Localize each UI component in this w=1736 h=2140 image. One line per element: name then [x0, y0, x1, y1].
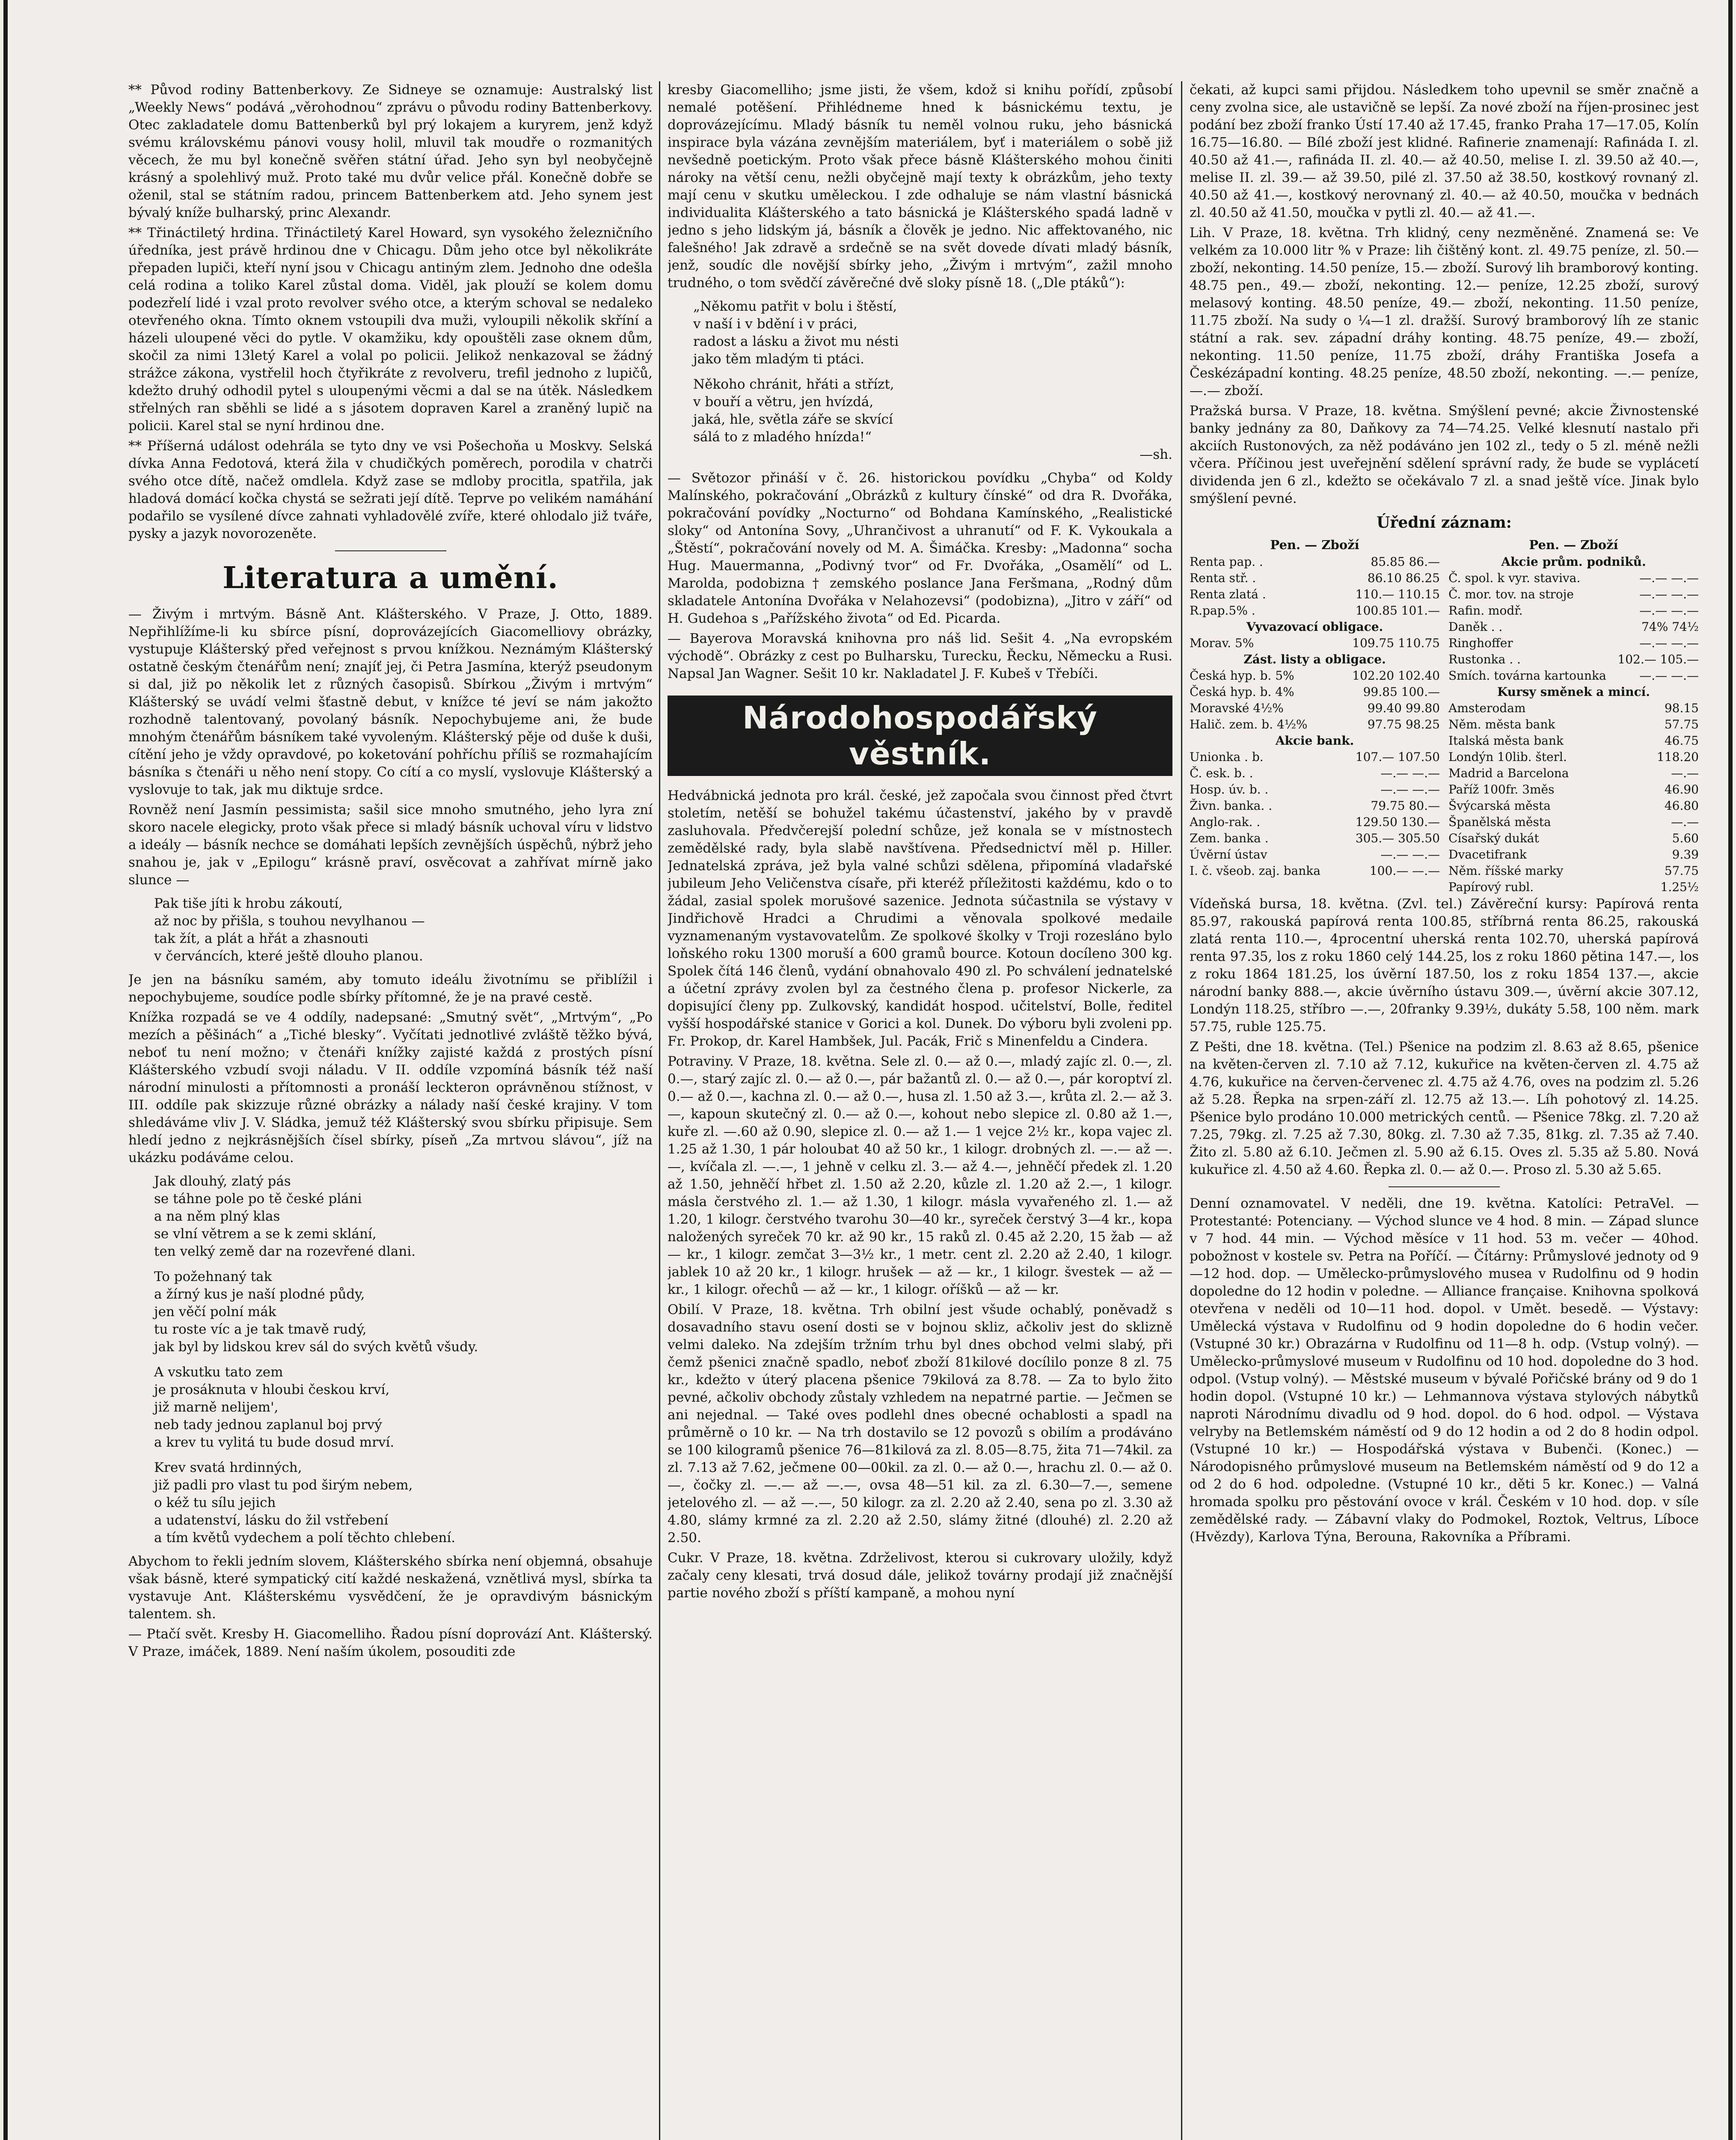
table-cell-value: 102.20 102.40	[1352, 669, 1440, 683]
poem-line: Jak dlouhý, zlatý pás	[154, 1174, 291, 1189]
table-cell-value: 100.— —.—	[1369, 864, 1440, 878]
poem-line: neb tady jednou zaplanul boj prvý	[154, 1417, 382, 1433]
table-cell-value: 118.20	[1657, 750, 1699, 764]
poem-line: jaká, hle, světla záře se skvící	[693, 412, 893, 427]
poem-excerpt	[154, 895, 653, 965]
table-row	[1190, 847, 1440, 863]
table-cell-value: 129.50 130.—	[1355, 815, 1440, 829]
table-cell-label: Císařský dukát	[1448, 831, 1539, 845]
table-row	[1190, 782, 1440, 798]
table-cell-value: —.— —.—	[1639, 587, 1699, 601]
table-cell-label: Rustonka . .	[1448, 652, 1521, 666]
table-cell-value: 86.10 86.25	[1367, 571, 1440, 585]
table-header: Pen. — Zboží	[1529, 538, 1618, 552]
table-cell-value: 46.75	[1664, 734, 1699, 748]
table-row	[1448, 879, 1699, 895]
table-row	[1190, 684, 1440, 700]
poem-line: až noc by přišla, s touhou nevylhanou —	[154, 913, 425, 929]
divider	[335, 550, 446, 551]
table-cell-label: Něm. města bank	[1448, 717, 1555, 731]
market-report: čekati, až kupci sami přijdou. Následkem toho upevnil se směr značně a ceny zvolna sice, ale ustavičně se lepší. Za nové zboží na říjen-prosinec jest podání bez zboží franko Ústí 17.40 až 17.45, franko Praha 17—17.05, Kolín 16.75—16.80. — Bílé zboží jest klidné. Rafinerie znamenají: Rafináda I. zl. 40.50 až 41.—, rafináda II. zl. 40.— až 40.50, melise I. zl. 39.50 až 40.—, melise II. zl. 39.— až 39.50, pilé zl. 37.50 až 38.50, kostkový rovnaný zl. 40.50 až 41.—, kostkový nerovnaný zl. 40.— až 40.50, moučka v bednách zl. 40.50 až 41.50, moučka v pytli zl. 40.— až 41.—.	[1190, 82, 1699, 220]
article-paragraph: — Bayerova Moravská knihovna pro náš lid. Sešit 4. „Na evropském východě“. Obrázky z cest po Bulharsku, Turecku, Řecku, Německu a Rusi. Napsal Jan Wagner. Sešit 10 kr. Nakladatel J. F. Kubeš v Třebíči.	[668, 631, 1172, 681]
table-cell-value: 57.75	[1664, 717, 1699, 731]
table-cell-label: Zást. listy a obligace.	[1243, 652, 1386, 666]
table-row	[1190, 814, 1440, 830]
poem-line: je prosáknuta v hloubi českou krví,	[154, 1382, 390, 1397]
stanza-gap	[154, 1356, 653, 1364]
table-cell-label: Papírový rubl.	[1448, 880, 1534, 894]
poem-line: a tím květů vydechem a polí těchto chlebení.	[154, 1530, 456, 1546]
table-row	[1448, 619, 1699, 635]
table-cell-label: Dvacetifrank	[1448, 847, 1527, 862]
table-row	[1448, 651, 1699, 668]
table-row	[1448, 847, 1699, 863]
table-cell-label: Č. spol. k vyr. staviva.	[1448, 571, 1581, 585]
poem-line: v bouří a větru, jen hvízdá,	[693, 394, 874, 410]
table-cell-label: Česká hyp. b. 5%	[1190, 669, 1294, 683]
divider	[1389, 1186, 1500, 1187]
market-report: Obilí. V Praze, 18. května. Trh obilní jest všude ochablý, poněvadž s dosavadního stavu osení dosti se v bojnou skliz, ačkoliv jest do sklizně velmi daleko. Na zdejším tržním trhu byl dnes obchod velmi slabý, při čemž pšenici značně spadlo, neboť zboží 81kilové docílilo ponze 8 zl. 75 kr., kdežto v úterý placena pšenice 79kilová za 8.78. — Za to bylo žito pevné, ačkoliv obchody zůstaly vzhledem na nepatrné partie. — Ječmen se ani nejednal. — Také oves podlehl dnes obecné ochablosti a spadl na průměrně o 10 kr. — Na trh dostavilo se 12 povozů s obilím a prodáváno se 100 kilogramů pšenice 76—81kilová za zl. 8.05—8.75, žita 71—74kil. za zl. 7.13 až 7.62, ječmene 00—00kil. za zl. 0.— až 0.—, hrachu zl. 0.— až 0.—, čočky zl. —.— až —.—, ovsa 48—51 kil. za zl. 6.30—7.—, semene jetelového zl. — až —.—, 50 kilogr. za zl. 2.20 až 2.40, sena po zl. 3.30 až 4.80, slámy krmné za zl. 2.20 až 2.50, slámy žitné (dlouhé) zl. 2.20 až 2.50.	[668, 1302, 1172, 1546]
table-cell-value: 5.60	[1672, 831, 1699, 845]
table-cell-value: —.— —.—	[1639, 669, 1699, 683]
table-cell-label: R.pap.5% .	[1190, 603, 1255, 618]
poem-line: v červáncích, které ještě dlouho planou.	[154, 948, 423, 964]
poem-line: o kéž tu sílu jejich	[154, 1495, 276, 1510]
poem-line: a na něm plný klas	[154, 1209, 280, 1224]
poem-line: se táhne pole po tě české pláni	[154, 1191, 362, 1207]
table-cell-value: 1.25½	[1660, 880, 1699, 894]
stanza-gap	[693, 368, 1172, 376]
table-cell-label: Úvěrní ústav	[1190, 847, 1267, 862]
table-cell-label: Londýn 10lib. šterl.	[1448, 750, 1567, 764]
table-cell-value: —.— —.—	[1380, 766, 1440, 780]
table-row	[1448, 700, 1699, 716]
table-row	[1448, 635, 1699, 651]
table-cell-value: 98.15	[1664, 701, 1699, 715]
table-cell-label: Renta stř. .	[1190, 571, 1256, 585]
table-cell-label: Morav. 5%	[1190, 636, 1254, 650]
table-row	[1448, 554, 1699, 570]
table-row	[1190, 619, 1440, 635]
table-cell-value: 79.75 80.—	[1371, 799, 1440, 813]
table-cell-label: Italská města bank	[1448, 734, 1564, 748]
poem-line: Pak tiše jíti k hrobu zákoutí,	[154, 896, 343, 911]
table-cell-value: —.—	[1671, 766, 1699, 780]
poem-line: a žírný kus je naší plodné půdy,	[154, 1287, 365, 1302]
poem-line: sálá to z mladého hnízda!“	[693, 429, 872, 445]
table-cell-label: Kursy směnek a mincí.	[1497, 685, 1650, 699]
table-row	[1190, 749, 1440, 765]
poem-line: tu roste víc a je tak tmavě rudý,	[154, 1322, 367, 1337]
table-cell-label: Švýcarská města	[1448, 799, 1551, 813]
article-paragraph: Abychom to řekli jedním slovem, Klášterského sbírka není objemná, obsahuje však básně, které sympatický cití každé neskažená, vznětlivá mysl, sbírka ta vystavuje Ant. Klášterskému vysvědčení, že je opravdivým básnickým talentem. sh.	[128, 1554, 653, 1622]
news-item: ** Třináctiletý hrdina. Třináctiletý Karel Howard, syn vysokého železničního úředníka, jest právě hrdinou dne v Chicagu. Dům jeho otce byl několikráte přepaden lupiči, kteří nyní jsou v Chicagu antiným zlem. Jednoho dne odešla celá rodina a toliko Karel zůstal doma. Viděl, jak plouží se kolem domu podezřelí lidé i vzal proto revolver svého otce, a kterým schoval se nedaleko otevřeného okna. Tímto oknem vstoupili dva muži, vyloupili několik skříní a házeli uloupené věci do pytle. V okamžiku, kdy opouštěli zase oknem dům, skočil za nimi 13letý Karel a volal po policii. Jelikož nenkazoval se žádný strážce zákona, vystřelil hoch čtyřikráte z revolveru, trefil jednoho z lupičů, kdežto druhý odhodil pytel s uloupenými věcmi a dal se na útěk. Následkem střelných ran sběhli se lidé a s jásotem dopraven Karel a zraněný lupič na policii. Karel stal se nyní hrdinou dne.	[128, 225, 653, 434]
column-rule	[659, 81, 660, 2140]
table-row	[1448, 814, 1699, 830]
table-row	[1190, 765, 1440, 782]
poem-line: se vlní větrem a se k zemi sklání,	[154, 1226, 377, 1242]
section-heading-economy: Národohospodářský věstník.	[668, 696, 1172, 776]
poem-line: jen věčí polní mák	[154, 1304, 276, 1320]
table-cell-label: Něm. říšské marky	[1448, 864, 1564, 878]
official-listing-title: Úřední záznam:	[1377, 514, 1512, 532]
table-cell-label: Madrid a Barcelona	[1448, 766, 1569, 780]
market-report: Z Pešti, dne 18. května. (Tel.) Pšenice na podzim zl. 8.63 až 8.65, pšenice na květen-červen zl. 7.10 až 7.12, kukuřice na květen-červen zl. 4.75 až 4.76, kukuřice na červen-červenec zl. 4.75 až 4.76, oves na podzim zl. 5.26 až 5.28. Řepka na srpen-září zl. 12.75 až 13.—. Líh pohotový zl. 14.25. Pšenice bylo prodáno 10.000 metrických centů. — Pšenice 78kg. zl. 7.20 až 7.25, 79kg. zl. 7.25 až 7.30, 80kg. zl. 7.30 až 7.35, 81kg. zl. 7.35 až 7.40. Žito zl. 5.80 až 6.10. Ječmen zl. 5.90 až 6.15. Oves zl. 5.35 až 5.80. Nová kukuřice zl. 4.50 až 4.60. Řepka zl. 0.— až 0.—. Proso zl. 5.30 až 5.65.	[1190, 1039, 1699, 1177]
article-paragraph: — Ptačí svět. Kresby H. Giacomelliho. Řadou písní doprovází Ant. Klášterský. V Praze, imáček, 1889. Není naším úkolem, posouditi zde	[128, 1626, 653, 1659]
article-paragraph: — Světozor přináší v č. 26. historickou povídku „Chyba“ od Koldy Malínského, pokračování „Obrázků z kultury čínské“ od dra R. Dvořáka, pokračování povídky „Nocturno“ od Bohdana Kamínského, „Realistické sloky“ od Antonína Sovy, „Uhrančivost a uhranutí“ od F. K. Vykoukala a „Štěstí“, pokračování novely od M. A. Šimáčka. Kresby: „Madonna“ socha Hug. Mauermanna, „Podivný tvor“ od Fr. Dvořáka, „Osamělí“ od L. Marolda, podobizna † zemského poslance Jana Feršmana, „Rodný dům skladatele Antonína Dvořáka v Nelahozevsi“ (podobizna), „Jitro v září“ od H. Gudehoa s „Pařížského života“ od Ed. Picarda.	[668, 470, 1172, 626]
table-cell-label: Vyvazovací obligace.	[1246, 620, 1383, 634]
article-paragraph: Hedvábnická jednota pro král. české, jež započala svou činnost před čtvrt stoletím, netěší se bohužel takému účastenství, jakého by v pravdě zasluhovala. Předvčerejší polední schůze, jež konala se v místnostech zemědělské rady, byla slabě navštívena. Předsednictví měl p. Hiller. Jednatelská zpráva, jež byla valné schůzi sdělena, připomíná vladařské jubileum Jeho Veličenstva císaře, při kteréž příležitosti každému, kdo o to žádal, zasial spolek morušové sazenice. Jednota súčastnila se výstavy v Jindřichově Hradci a Chrudimi a věnovala spolkové medaile vyznamenaným vystavovatelům. Ze spolkové školky v Troji rozesláno bylo loňského roku 1300 moruší a 600 gramů bource. Kotoun docíleno 300 kg. Spolek čítá 146 členů, vydání obnahovalo 490 zl. Po schválení jednatelské a účetní zprávy zvolen byl za čestného člena p. profesor Nickerle, za dopisující členy pp. Zulkovský, kandidát hospod. učitelství, Bolle, ředitel vyšší hospodářské stanice v Gorici a kol. Dunek. Do výboru byli zvoleni pp. Fr. Prokop, dr. Karel Hambšek, Jul. Pacák, Frič s Minenfeldu a Cindera.	[668, 788, 1172, 1049]
section-heading-literature: Literatura a umění.	[223, 560, 558, 595]
table-cell-label: Smích. továrna kartounka	[1448, 669, 1606, 683]
table-cell-value: 110.— 110.15	[1355, 587, 1440, 601]
table-cell-label: Amsterodam	[1448, 701, 1526, 715]
news-item: ** Příšerná událost odehrála se tyto dny ve vsi Pošechoňa u Moskvy. Selská dívka Anna Fedotová, která žila v chudičkých poměrech, porodila v chatrči svého otce dítě, načež omdlela. Když zase se mdloby procitla, spatřila, jak hladová domácí kočka chystá se sežrati její dítě. Teprve po velikém namáhání podařilo se vysílené dívce zahnati vyhladovělé zvíře, které ohlodalo již tváře, pysky a jazyk novorozeněte.	[128, 438, 653, 541]
table-cell-value: —.— —.—	[1639, 571, 1699, 585]
table-row	[1190, 700, 1440, 716]
table-cell-value: 97.75 98.25	[1367, 717, 1440, 731]
article-paragraph: kresby Giacomelliho; jsme jisti, že všem, kdož si knihu pořídí, způsobí nemalé potěšení. Přihlédneme hned k básnickému textu, je doprovázejícímu. Mladý básník tu neměl volnou ruku, jeho básnická inspirace byla vázána zevnějším materiálem, byť i materiálem o sobě již nevšedně poetickým. Proto však přece básně Klášterského mohou činiti nároky na větší cenu, nežli obyčejně mají texty k obrázkům, jeho texty mají cenu v skutku uměleckou. I zde odhaluje se nám vlastní básnická individualita Klášterského a tato básnická je Klášterského spadá ladně v jedno s jeho lidským já, básník a člověk je jedno. Nic affektovaného, nic falešného! Jak zdravě a srdečně se na svět dovede dívati mladý básník, jenž, soudíc dle novější sbírky jeho, „Živým i mrtvým“, zažil mnoho trudného, o tom svědčí závěrečné dvě sloky písně 18. („Dle ptáků“):	[668, 82, 1172, 291]
poem-line: v naší i v bdění i v práci,	[693, 316, 858, 332]
table-cell-value: 109.75 110.75	[1352, 636, 1440, 650]
stanza-gap	[154, 1260, 653, 1268]
article-paragraph: Je jen na básníku samém, aby tomuto ideálu životnímu se přiblížil i nepochybujeme, soudíce podle sbírky přítomné, že je na pravé cestě.	[128, 972, 653, 1005]
page-border-left	[3, 0, 8, 2140]
table-cell-value: 99.85 100.—	[1363, 685, 1440, 699]
table-cell-label: Česká hyp. b. 4%	[1190, 685, 1294, 699]
table-cell-label: Rafin. modř.	[1448, 603, 1523, 618]
table-row	[1190, 733, 1440, 749]
stanza-gap	[154, 1451, 653, 1459]
table-cell-value: 99.40 99.80	[1367, 701, 1440, 715]
article-paragraph: Knížka rozpadá se ve 4 oddíly, nadepsané: „Smutný svět“, „Mrtvým“, „Po mezích a pěšinách“ a „Tiché blesky“. Vyčítati jednotlivé zvláště těžko bývá, neboť tu není možno; v čtenáři knížky zajisté každá z prostých písní Klášterského vzbudí svoji náladu. V II. oddíle vzpomíná básník též naší národní minulosti a přítomnosti a pronáší leckteron oprávněnou stížnost, v III. oddíle pak skizzuje různé obrázky a nálady naší české krajiny. V tom shledáváme vliv J. V. Sládka, jemuž též Klášterský svou sbírku připisuje. Sem hledí jedno z nejkrásnějších čísel sbírky, píseň „Za mrtvou slávou“, jíž na ukázku podáváme celou.	[128, 1010, 653, 1165]
table-row	[1190, 716, 1440, 733]
poem-line: jak byl by lidskou krev sál do svých květů všudy.	[154, 1339, 478, 1355]
table-cell-value: 74% 74½	[1641, 620, 1699, 634]
table-cell-value: 9.39	[1672, 847, 1699, 862]
table-cell-label: Renta zlatá .	[1190, 587, 1266, 601]
column-left	[128, 81, 653, 2140]
page-border-right	[1728, 0, 1733, 2140]
table-cell-label: Akcie bank.	[1275, 734, 1354, 748]
poem-signature: —sh.	[1140, 447, 1172, 462]
table-cell-label: Zem. banka .	[1190, 831, 1269, 845]
table-cell-label: Paříž 100fr. 3měs	[1448, 782, 1555, 797]
poem-line: Krev svatá hrdinných,	[154, 1460, 302, 1475]
article-paragraph: — Živým i mrtvým. Básně Ant. Klášterského. V Praze, J. Otto, 1889. Nepřihlížíme-li ku sbírce písní, doprovázejících Giacomelliovy obrázky, vystupuje Klášterský před veřejnost s prvou knížkou. Neznámým Klášterský ostatně českým čtenářům není; znajíť jej, či Petra Jasmína, kterýž pseudonym si dal, již po několik let z různých časopisů. Sbírkou „Živým i mrtvým“ Klášterský se uvádí velmi šťastně debut, v knížce té jeví se nám jakožto rozhodně talentovaný, povolaný básník. Nepochybujeme ani, že bude mnohým čtenářům básníkem také vyvoleným. Klášterský pěje od duše k duši, cítění jeho je vždy opravdové, po koketování pohříchu příliš se rozmahajícím básníka s čtenáři u něho není stopy. Co cítí a co myslí, vyslovuje Klášterský a vyslovuje to tak, jak mu diktuje srdce.	[128, 606, 653, 797]
table-cell-value: 102.— 105.—	[1617, 652, 1699, 666]
market-report: Vídeňská bursa, 18. května. (Zvl. tel.) Závěreční kursy: Papírová renta 85.97, rakouská papírová renta 100.85, stříbrná renta 86.25, rakouská zlatá renta 110.—, 4procentní uherská renta 102.70, uherská papírová renta 97.35, los z roku 1860 celý 144.25, los z roku 1860 pětina 147.—, los z roku 1864 181.25, los úvěrní 187.50, los z roku 1854 137.—, akcie národní banky 888.—, akcie úvěrního ústavu 309.—, úvěrní akcie 307.12, Londýn 118.25, stříbro —.—, 20franky 9.39½, dukáty 5.58, 100 něm. mark 57.75, ruble 125.75.	[1190, 896, 1699, 1034]
exchange-tables	[1190, 534, 1699, 895]
table-row	[1448, 830, 1699, 847]
market-report: Cukr. V Praze, 18. května. Zdrželivost, kterou si cukrovary uložily, když začaly ceny klesati, trvá dosud dále, jelikož továrny prodají již značnější partie nového zboží s příští kampaně, a mohou nyní	[668, 1550, 1172, 1601]
table-row	[1190, 863, 1440, 879]
table-cell-label: Halič. zem. b. 4½%	[1190, 717, 1308, 731]
table-row	[1190, 635, 1440, 651]
table-cell-value: —.—	[1671, 815, 1699, 829]
table-cell-label: Anglo-rak. .	[1190, 815, 1261, 829]
table-row	[1448, 716, 1699, 733]
table-cell-label: Ringhoffer	[1448, 636, 1513, 650]
table-cell-label: Daněk . .	[1448, 620, 1503, 634]
table-cell-value: 46.90	[1664, 782, 1699, 797]
poem-line: a krev tu vylitá tu bude dosud mrví.	[154, 1435, 395, 1450]
table-header: Pen. — Zboží	[1270, 538, 1359, 552]
table-cell-value: —.— —.—	[1380, 782, 1440, 797]
news-item: ** Původ rodiny Battenberkovy. Ze Sidneye se oznamuje: Australský list „Weekly News“ podává „věrohodnou“ zprávu o původu rodiny Battenberkovy. Otec zakladatele domu Battenberků byl prý lokajem a kuryrem, jenž když svému královskému pánovi vousy holil, mluvil tak moudře o rozmanitých věcech, že mu byl konečně svěřen státní úřad. Jeho syn byl neobyčejně krásný a spolehlivý muž. Proto také mu dvůr velice přál. Konečně dobře se oženil, stal se státním radou, princem Battenberkem atd. Jeho synem jest bývalý kníže bulharský, princ Alexandr.	[128, 82, 653, 220]
daily-announcements: Denní oznamovatel. V neděli, dne 19. května. Katolíci: PetraVel. — Protestanté: Potenciany. — Východ slunce ve 4 hod. 8 min. — Západ slunce v 7 hod. 44 min. — Východ měsíce v 11 hod. 53 m. večer — 40hod. pobožnost v kostele sv. Petra na Poříčí. — Čítárny: Průmyslové jednoty od 9—12 hod. dop. — Umělecko-průmyslového musea v Rudolfinu od 9 hodin dopoledne do 12 hodin v poledne. — Alliance française. Knihovna spolková otevřena v neděli od 10—11 hod. dopol. v Umět. besedě. — Výstavy: Umělecká výstava v Rudolfinu od 9 hodin dopoledne do 6 hodin večer. (Vstupné 30 kr.) Obrazárna v Rudolfinu od 11—8 h. odp. (Vstup volný). — Umělecko-průmyslové museum v Rudolfinu od 10 hod. dopoledne do 3 hod. odpol. (Vstup volný). — Městské museum v bývalé Pořičské brány od 9 do 1 hodin dopol. (Vstupné 10 kr.) — Lehmannova výstava stylových nábytků naproti Národnímu divadlu od 9 hod. dopol. do 6 hod. odpol. — Výstava velryby na Betlemském náměstí od 9 do 12 hodin a od 2 do 8 hodin odpol. (Vstupné 10 kr.) — Hospodářská výstava v Bubenči. (Konec.) — Národopisného průmyslové museum na Betlemském náměstí od 9 do 12 a od 2 do 6 hod. odpoledne. (Vstupné 10 kr., děti 5 kr. Konec.) — Valná hromada spolku pro pěstování ovoce v král. Českém v 10 hod. dop. v síle zemědělské rady. — Zábavní vlaky do Podmokel, Roztok, Veltrus, Líboce (Hvězdy), Karlova Týna, Berouna, Rakovníka a Příbrami.	[1190, 1196, 1699, 1545]
table-cell-value: 305.— 305.50	[1355, 831, 1440, 845]
table-row	[1190, 668, 1440, 684]
table-cell-label: Akcie prům. podniků.	[1501, 555, 1646, 569]
table-cell-label: Renta pap. .	[1190, 555, 1263, 569]
table-cell-label: Hosp. úv. b. .	[1190, 782, 1269, 797]
table-cell-value: 85.85 86.—	[1371, 555, 1440, 569]
table-cell-label: I. č. všeob. zaj. banka	[1190, 864, 1321, 878]
table-cell-label: Unionka . b.	[1190, 750, 1264, 764]
column-rule	[1181, 81, 1182, 2140]
table-row	[1448, 733, 1699, 749]
market-report: Pražská bursa. V Praze, 18. května. Smýšlení pevné; akcie Živnostenské banky jednány za 80, Daňkovy za 74—74.25. Velké klesnutí nastalo při akciích Rustonových, za něž podáváno jen 102 zl., tedy o 5 zl. méně nežli včera. Příčinou jest uveřejnění sdělení správní rady, že bude se vyplácetí dividenda jen 6 zl., kdežto se očekávalo 7 zl. a snad ještě více. Jinak bylo smýšlení pevné.	[1190, 403, 1699, 506]
table-row	[1190, 651, 1440, 668]
poem-line: již padli pro vlast tu pod širým nebem,	[154, 1477, 413, 1493]
article-paragraph: Rovněž není Jasmín pessimista; sašil sice mnoho smutného, jeho lyra zní skoro nacele elegicky, proto však přece si mladý básník uchoval víru v lidstvo a ideály — básník nechce se domáhati lepších zevnějších úspěchů, nýbrž jeho snahou je, jak v „Epilogu“ krásně praví, osvěcovat a zahřívat mírně jako slunce —	[128, 802, 653, 888]
poem-line: ten velký země dar na rozevřené dlani.	[154, 1244, 416, 1259]
column-middle	[668, 81, 1172, 2140]
poem-line: To požehnaný tak	[154, 1269, 272, 1284]
table-row	[1190, 586, 1440, 603]
exchange-table-left	[1190, 534, 1440, 895]
column-right	[1190, 81, 1699, 2140]
table-row	[1448, 684, 1699, 700]
table-cell-value: 107.— 107.50	[1355, 750, 1440, 764]
poem-za-mrtvou-slavou	[154, 1173, 653, 1547]
table-cell-label: Španělská města	[1448, 815, 1551, 829]
table-cell-label: Živn. banka. .	[1190, 799, 1273, 813]
table-row	[1190, 554, 1440, 570]
table-row	[1448, 603, 1699, 619]
table-cell-value: 46.80	[1664, 799, 1699, 813]
table-cell-value: —.— —.—	[1380, 847, 1440, 862]
poem-line: již marně nelijem',	[154, 1400, 279, 1415]
table-row	[1448, 863, 1699, 879]
poem-line: a udatenství, lásku do žil vstřebení	[154, 1513, 389, 1528]
table-row	[1448, 765, 1699, 782]
table-cell-label: Č. mor. tov. na stroje	[1448, 587, 1574, 601]
table-row	[1190, 798, 1440, 814]
table-cell-label: Moravské 4½%	[1190, 701, 1284, 715]
table-row	[1448, 570, 1699, 586]
poem-line: tak žít, a plát a hřát a zhasnouti	[154, 931, 368, 946]
table-cell-value: 57.75	[1664, 864, 1699, 878]
market-report: Lih. V Praze, 18. května. Trh klidný, ceny nezměněné. Znamená se: Ve velkém za 10.000 litr % v Praze: lih čištěný kont. zl. 49.75 peníze, zl. 50.— zboží, nekonting. 14.50 peníze, 15.— zboží. Surový lih bramborový konting. 48.75 pen., 49.— zboží, nekonting. 12.— peníze, 12.25 zboží, surový melasový konting. 48.50 peníze, 49.— zboží, nekonting. 11.50 peníze, 11.75 zboží. Na sudy o ¼—1 zl. dražší. Surový bramborový líh ze stanic státní a rak. sev. západní dráhy konting. 48.75 peníze, 49.— zboží, nekonting. 11.50 peníze, 11.75 zboží, dráhy Františka Josefa a Českézápadní konting. 48.25 peníze, 48.50 zboží, nekonting. —.— peníze, —.— zboží.	[1190, 225, 1699, 398]
table-cell-value: 100.85 101.—	[1355, 603, 1440, 618]
table-row	[1448, 668, 1699, 684]
poem-line: Někoho chránit, hřáti a střízt,	[693, 377, 894, 392]
poem-line: A vskutku tato zem	[154, 1364, 283, 1380]
table-cell-value: —.— —.—	[1639, 603, 1699, 618]
poem-line: radost a lásku a život mu nésti	[693, 334, 899, 349]
exchange-table-right	[1448, 534, 1699, 895]
table-row	[1190, 603, 1440, 619]
market-report: Potraviny. V Praze, 18. května. Sele zl. 0.— až 0.—, mladý zajíc zl. 0.—, zl. 0.—, starý zajíc zl. 0.— až 0.—, pár bažantů zl. 0.— až 0.—, pár koroptví zl. 0.— až 0.—, kachna zl. 0.— až 0.—, husa zl. 1.50 až 3.—, krůta zl. 2.— až 3.—, kapoun skutečný zl. 0.— až 0.—, kohout nebo slepice zl. 0.80 až 1.—, kuře zl. —.60 až 0.90, slepice zl. 0.— až 1.— 1 vejce 2½ kr., kopa vajec zl. 1.25 až 1.30, 1 pár holoubat 40 až 50 kr., 1 kilogr. drobných zl. —.— až —.—, kvíčala zl. —.—, 1 jehně v celku zl. 3.— až 4.—, jehněčí předek zl. 1.20 až 1.50, jehněčí hřbet zl. 1.50 až 2.20, kůzle zl. 1.20 až 2.—, 1 kilogr. másla čerstvého zl. 1.— až 1.30, 1 kilogr. másla vyvařeného zl. 1.— až 1.20, 1 kilogr. čerstvého tvarohu 30—40 kr., syreček čerstvý 3—4 kr., kopa naložených syreček 70 kr. až 90 kr., 15 raků zl. 0.45 až 2.20, 15 žab — až — kr., 1 kilogr. zemčat 3—3½ kr., 1 metr. cent zl. 2.20 až 2.40, 1 kilogr. jablek 10 až 20 kr., 1 kilogr. hrušek — až — kr., 1 kilogr. švestek — až — kr., 1 kilogr. ořechů — až — kr., 1 kilogr. oříšků — až — kr.	[668, 1054, 1172, 1297]
table-cell-label: Č. esk. b. .	[1190, 766, 1253, 780]
poem-line: „Někomu patřit v bolu i štěstí,	[693, 299, 897, 314]
table-row	[1448, 586, 1699, 603]
table-row	[1448, 798, 1699, 814]
poem-dle-ptaku	[693, 298, 1172, 464]
table-row	[1448, 782, 1699, 798]
table-cell-value: —.— —.—	[1639, 636, 1699, 650]
table-row	[1448, 749, 1699, 765]
poem-line: jako těm mladým ti ptáci.	[693, 351, 864, 367]
table-row	[1190, 570, 1440, 586]
table-row	[1190, 830, 1440, 847]
